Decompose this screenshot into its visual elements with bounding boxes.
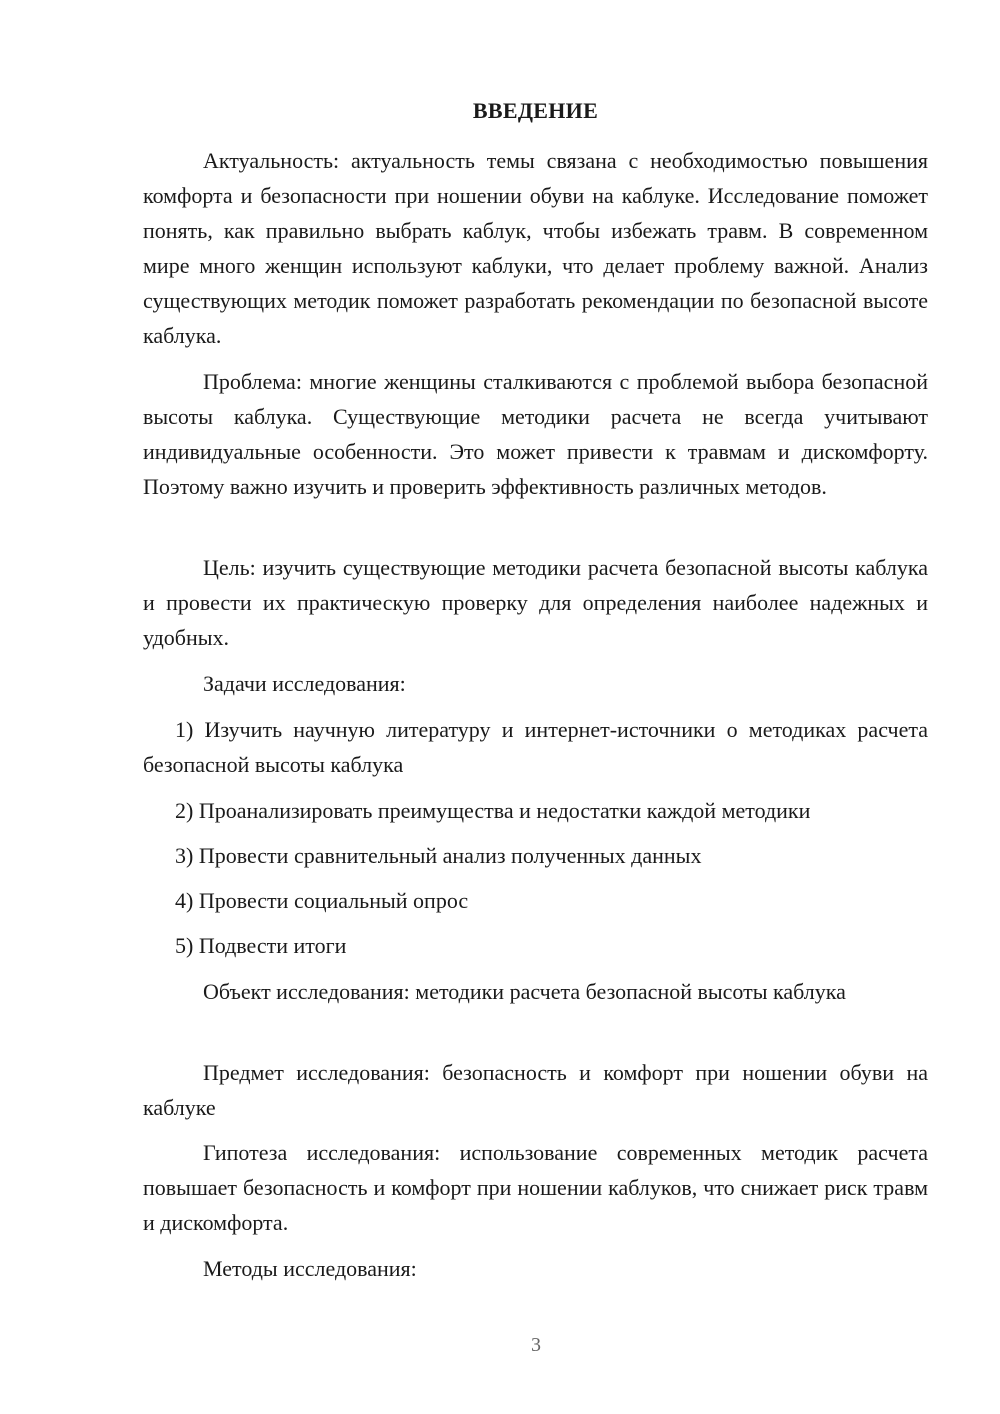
task-item-1: 1) Изучить научную литературу и интернет-источники о методиках расчета безопасной высоты каблука: [143, 717, 928, 777]
page-number: 3: [531, 1334, 541, 1356]
paragraph-methods-title: Методы исследования:: [203, 1256, 417, 1281]
page-title: ВВЕДЕНИЕ: [472, 98, 599, 123]
paragraph-relevance: Актуальность: актуальность темы связана с необходимостью повышения комфорта и безопасности при ношении обуви на каблуке. Исследование поможет понять, как правильно выбрать каблук, чтобы избежать травм. В современном мире много женщин используют каблуки, что делает проблему важной. Анализ существующих методик поможет разработать рекомендации по безопасной высоте каблука.: [143, 148, 928, 348]
paragraph-problem: Проблема: многие женщины сталкиваются с проблемой выбора безопасной высоты каблука. Существующие методики расчета не всегда учитывают индивидуальные особенности. Это может привести к травмам и дискомфорту. Поэтому важно изучить и проверить эффективность различных методов.: [143, 369, 928, 499]
task-item-4: 4) Провести социальный опрос: [175, 888, 469, 913]
paragraph-object: Объект исследования: методики расчета безопасной высоты каблука: [203, 979, 846, 1004]
paragraph-goal: Цель: изучить существующие методики расчета безопасной высоты каблука и провести их практическую проверку для определения наиболее надежных и удобных.: [143, 555, 928, 650]
paragraph-tasks-title: Задачи исследования:: [203, 671, 406, 696]
task-item-3: 3) Провести сравнительный анализ полученных данных: [175, 843, 702, 868]
paragraph-hypothesis: Гипотеза исследования: использование современных методик расчета повышает безопасность и комфорт при ношении каблуков, что снижает риск травм и дискомфорта.: [143, 1140, 928, 1235]
task-item-2: 2) Проанализировать преимущества и недостатки каждой методики: [175, 798, 811, 823]
paragraph-subject: Предмет исследования: безопасность и комфорт при ношении обуви на каблуке: [143, 1060, 928, 1120]
task-item-5: 5) Подвести итоги: [175, 933, 347, 958]
